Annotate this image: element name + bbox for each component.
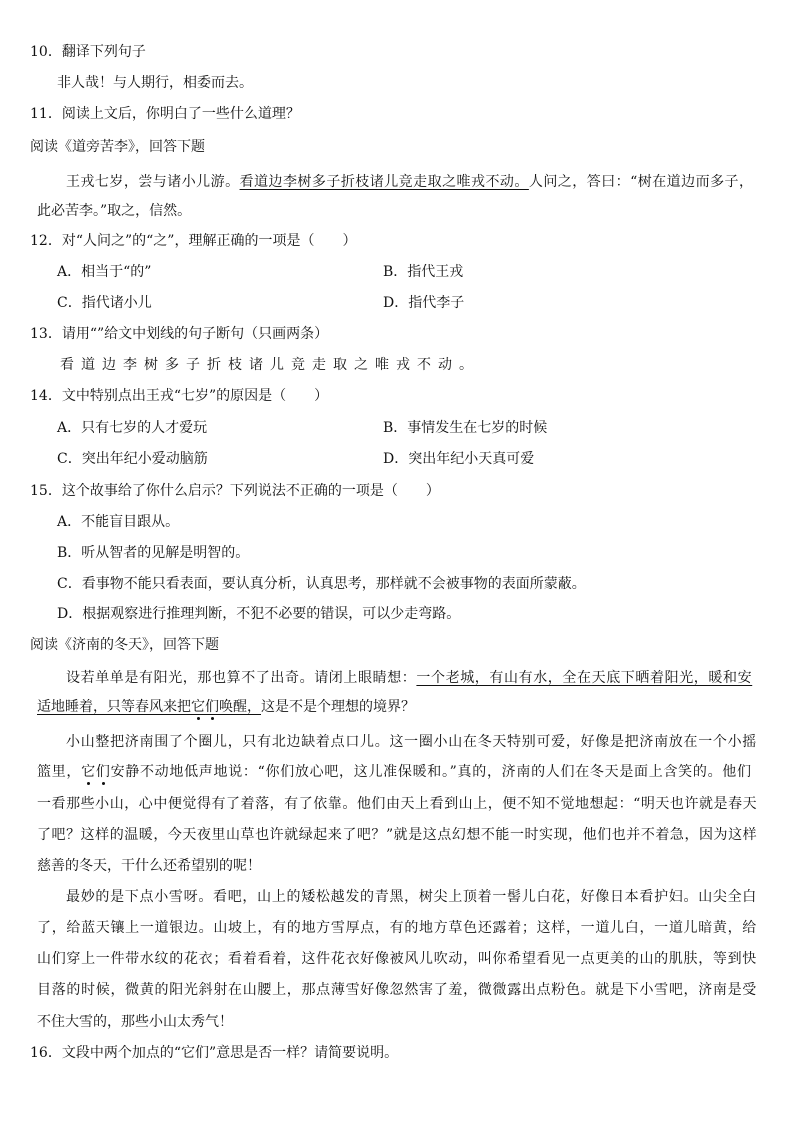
dotted-char: 它 — [191, 699, 205, 715]
reading1-text: 人问之，答曰：“树在道边而多子， — [528, 174, 754, 190]
reading2-text: 篮里， — [37, 764, 82, 780]
dotted-char: 们 — [95, 764, 111, 780]
q14-option-d: D．突出年纪小天真可爱 — [383, 451, 535, 467]
reading2-p1-line2 — [37, 697, 415, 717]
reading1-line2: 此必苦李。”取之，信然。 — [37, 203, 192, 219]
dotted-char: 它 — [81, 764, 96, 780]
q12-option-b: B．指代王戎 — [383, 264, 464, 280]
reading2-heading: 阅读《济南的冬天》，回答下题 — [30, 637, 219, 653]
underlined-sentence: 适地睡着，只等春风来把 — [37, 699, 191, 715]
q14-option-a: A．只有七岁的人才爱玩 — [57, 420, 208, 436]
q13-sentence: 看道边李树多子折枝诸儿竞走取之唯戎不动。 — [60, 357, 480, 373]
reading2-p2-line4: 了吧？这样的温暖，今天夜里山草也许就绿起来了吧？”就是这点幻想不能一时实现，他们也并不着急，因为这样 — [37, 827, 758, 843]
q12-title: 12．对“人问之”的“之”，理解正确的一项是（ ） — [30, 233, 357, 249]
q15-title: 15．这个故事给了你什么启示？下列说法不正确的一项是（ ） — [30, 483, 440, 499]
reading2-p2-line3: 一看那些小山，心中便觉得有了着落，有了依靠。他们由天上看到山上，便不知不觉地想起：“明天也许就是春天 — [37, 796, 758, 812]
q12-option-c: C．指代诸小儿 — [57, 295, 152, 311]
underlined-sentence: 看道边李树多子折枝诸儿竞走取之唯戎不动。 — [239, 174, 529, 190]
q11-title: 11．阅读上文后，你明白了一些什么道理？ — [30, 106, 300, 122]
q15-option-d: D．根据观察进行推理判断，不犯不必要的错误，可以少走弯路。 — [57, 606, 461, 622]
q10-sentence: 非人哉！与人期行，相委而去。 — [57, 75, 253, 91]
reading2-text: 这是不是个理想的境界？ — [261, 699, 415, 715]
reading2-p2-line2 — [37, 762, 752, 782]
q12-option-d: D．指代李子 — [383, 295, 465, 311]
q15-option-a: A．不能盲目跟从。 — [57, 514, 180, 530]
q15-option-c: C．看事物不能只看表面，要认真分析，认真思考，那样就不会被事物的表面所蒙蔽。 — [57, 576, 586, 592]
q13-title: 13．请用“”给文中划线的句子断句（只画两条） — [30, 326, 329, 342]
reading1-text: 王戎七岁，尝与诸小儿游。 — [66, 174, 240, 190]
reading1-line1 — [66, 172, 753, 192]
reading2-p2-line5: 慈善的冬天，干什么还希望别的呢！ — [37, 858, 261, 874]
reading2-p3-line2: 了，给蓝天镶上一道银边。山坡上，有的地方雪厚点，有的地方草色还露着；这样，一道儿白，一道儿暗黄，给 — [37, 920, 757, 936]
q15-option-b: B．听从智者的见解是明智的。 — [57, 545, 250, 561]
underlined-sentence: 一个老城，有山有水，全在天底下晒着阳光，暖和安 — [416, 670, 753, 686]
reading2-text: 设若单单是有阳光，那也算不了出奇。请闭上眼睛想： — [66, 670, 417, 686]
reading2-p3-line5: 不住大雪的，那些小山太秀气！ — [37, 1014, 233, 1030]
q10-title: 10．翻译下列句子 — [30, 44, 146, 60]
q14-option-b: B．事情发生在七岁的时候 — [383, 420, 548, 436]
reading2-p3-line4: 目落的时候，微黄的阳光斜射在山腰上，那点薄雪好像忽然害了羞，微微露出点粉色。就是下小雪吧，济南是受 — [37, 982, 757, 998]
reading2-p3-line3: 山们穿上一件带水纹的花衣；看着看着，这件花衣好像被风儿吹动，叫你希望看见一点更美的山的肌肤，等到快 — [37, 951, 757, 967]
reading2-p3-line1: 最妙的是下点小雪呀。看吧，山上的矮松越发的青黑，树尖上顶着一髻儿白花，好像日本看护妇。山尖全白 — [66, 889, 757, 905]
q14-option-c: C．突出年纪小爱动脑筋 — [57, 451, 208, 467]
reading1-heading: 阅读《道旁苦李》，回答下题 — [30, 139, 205, 155]
underlined-sentence: 唤醒， — [219, 699, 261, 715]
q16-title: 16．文段中两个加点的“它们”意思是否一样？请简要说明。 — [30, 1045, 399, 1061]
reading2-p2-line1: 小山整把济南围了个圈儿，只有北边缺着点口儿。这一圈小山在冬天特别可爱，好像是把济南放在一个小摇 — [66, 734, 757, 750]
dotted-char: 们 — [205, 699, 219, 715]
q14-title: 14．文中特别点出王戎“七岁”的原因是（ ） — [30, 388, 329, 404]
q12-option-a: A．相当于“的” — [57, 264, 152, 280]
reading2-text: 安静不动地低声地说：“你们放心吧，这儿准保暖和。”真的，济南的人们在冬天是面上含笑的。他们 — [110, 764, 752, 780]
reading2-p1-line1 — [66, 668, 752, 688]
